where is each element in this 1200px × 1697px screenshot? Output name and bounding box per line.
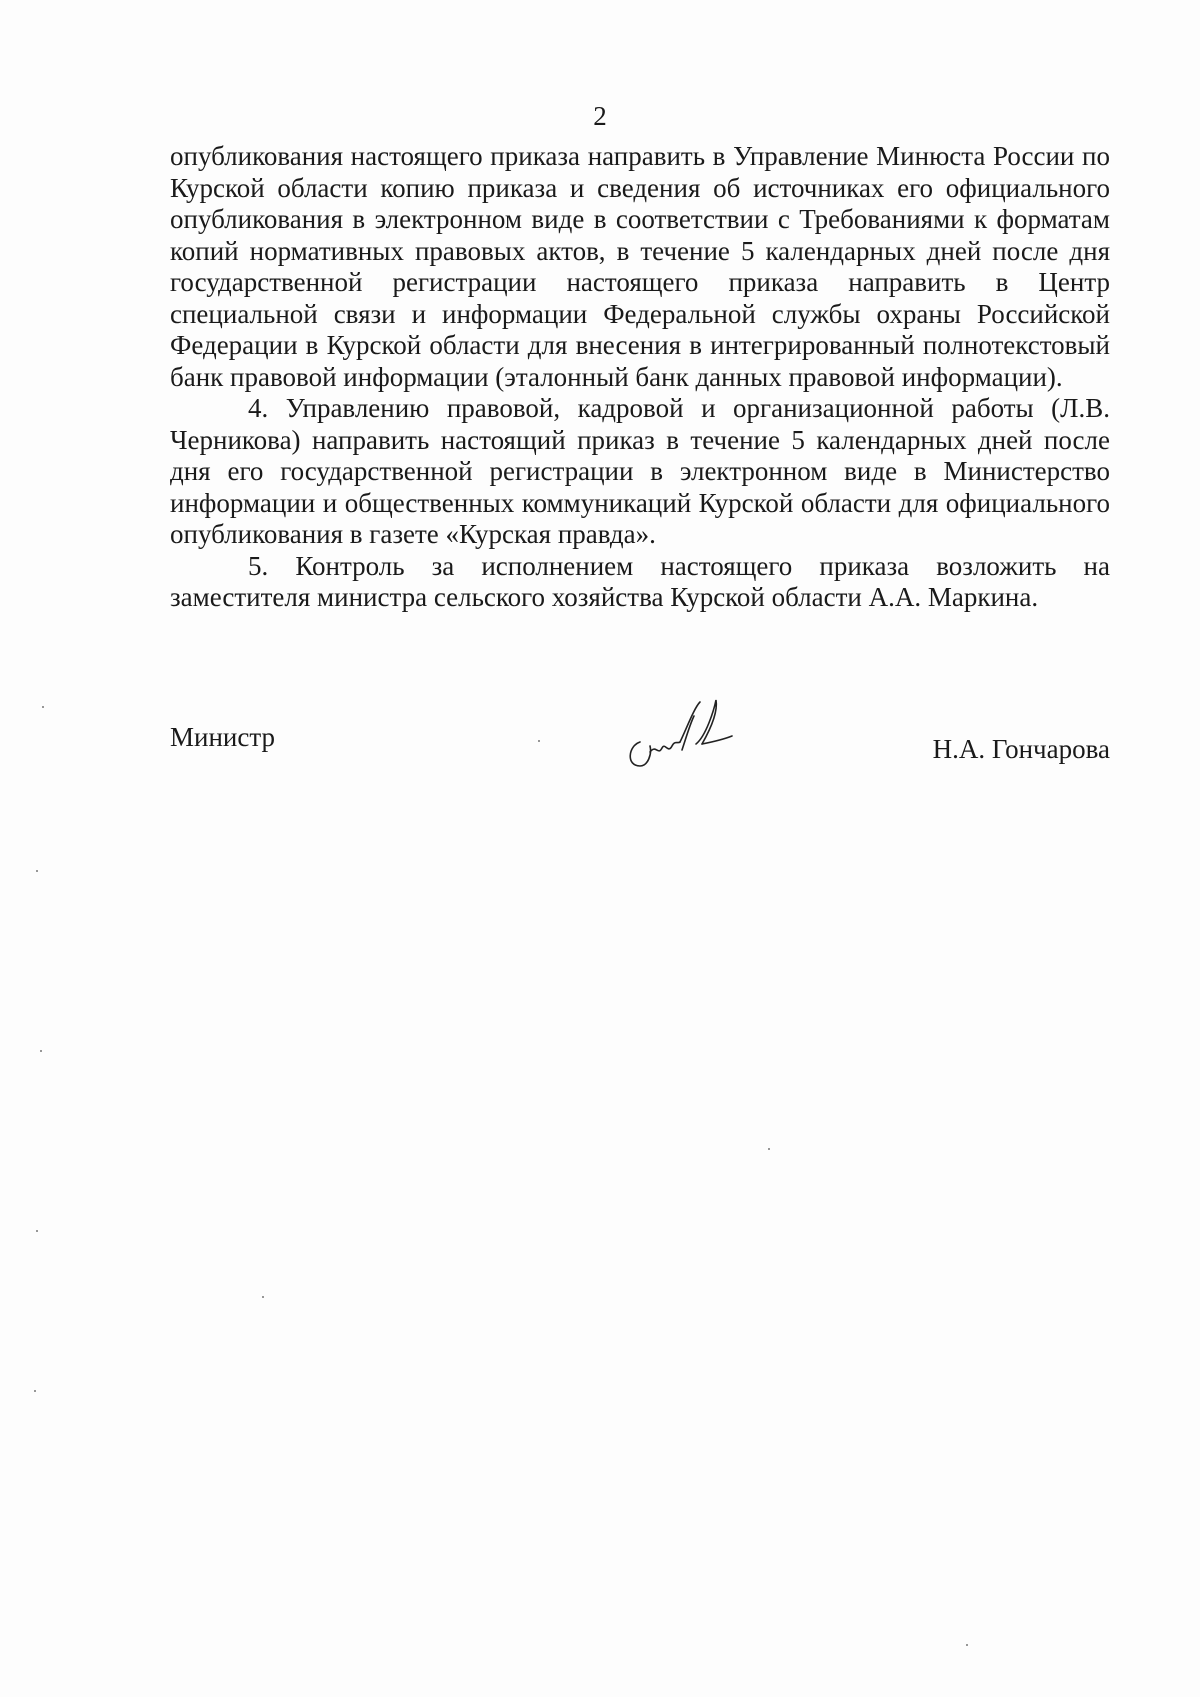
scan-speck	[36, 1230, 38, 1232]
scan-speck	[36, 870, 38, 872]
scan-speck	[768, 1148, 770, 1150]
handwritten-signature	[610, 694, 750, 784]
scan-speck	[34, 1390, 36, 1392]
signatory-title: Министр	[170, 722, 275, 752]
paragraph-item-4: 4. Управлению правовой, кадровой и организационной работы (Л.В. Черникова) направить настоящий приказ в течение 5 календарных дней после дня его государственной регистрации в электронном виде в Министерство информации и общественных коммуникаций Курской области для официального опубликования в газете «Курская правда».	[170, 393, 1110, 549]
page-number: 2	[593, 101, 607, 131]
signature-block	[170, 722, 1110, 812]
scan-speck	[40, 1050, 42, 1052]
scan-speck	[538, 740, 540, 742]
signatory-name: Н.А. Гончарова	[932, 734, 1110, 764]
paragraph-item-5: 5. Контроль за исполнением настоящего приказа возложить на заместителя министра сельского хозяйства Курской области А.А. Маркина.	[170, 550, 1110, 612]
scan-speck	[42, 706, 44, 708]
document-body	[170, 141, 1110, 614]
scan-speck	[966, 1644, 968, 1646]
paragraph-continuation: опубликования настоящего приказа направить в Управление Минюста России по Курской области копию приказа и сведения об источниках его официального опубликования в электронном виде в соответствии с Требованиями к форматам копий нормативных правовых актов, в течение 5 календарных дней после дня государственной регистрации настоящего приказа направить в Центр специальной связи и информации Федеральной службы охраны Российской Федерации в Курской области для внесения в интегрированный полнотекстовый банк правовой информации (эталонный банк данных правовой информации).	[170, 141, 1110, 392]
scan-speck	[262, 1296, 264, 1298]
